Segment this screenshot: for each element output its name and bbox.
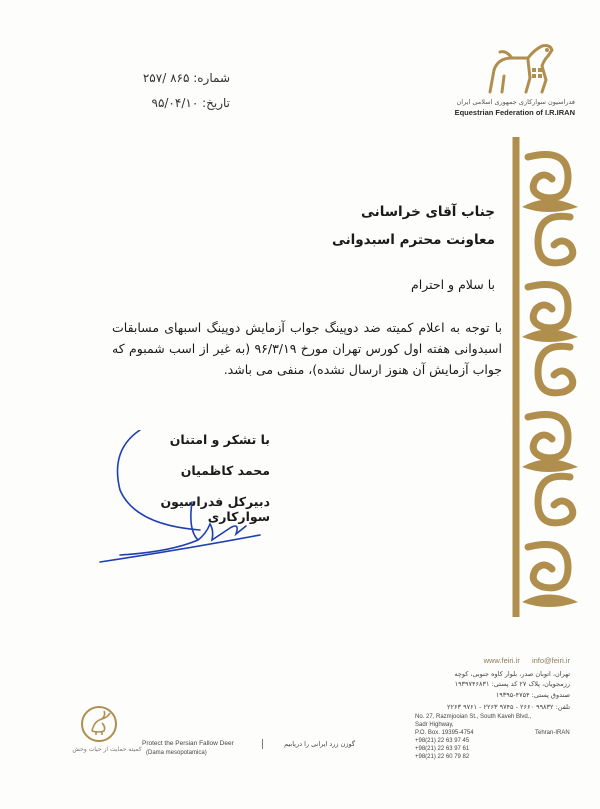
letter-number: شماره: ۸۶۵ /۲۵۷	[142, 71, 230, 85]
letter-body: با توجه به اعلام کمیته ضد دوپینگ جواب آزمایش دوپینگ اسبهای مسابقات اسبدوانی هفته اول کورس تهران مورخ ۹۶/۳/۱۹ (به غیر از اسب شمبوم که جواب آزمایش آن هنوز ارسال نشده)، منفی می باشد.	[112, 320, 503, 377]
signer-title: دبیرکل فدراسیون سوارکاری	[160, 494, 270, 524]
recipient-name: جناب آقای خراسانی	[360, 204, 495, 220]
deer-caption: کمیته حمایت از حیات وحش	[72, 746, 142, 753]
org-name-en: Equestrian Federation of I.R.IRAN	[454, 108, 575, 117]
address-fa-3: صندوق پستی: ۴۷۵۴-۱۹۳۹۵	[495, 691, 570, 699]
protect-deer-en: Protect the Persian Fallow Deer	[142, 740, 234, 747]
recipient-title: معاونت محترم اسبدوانی	[331, 232, 495, 248]
deer-emblem-icon	[80, 705, 118, 743]
signer-name: محمد کاظمیان	[180, 463, 270, 478]
address-en-1: No. 27, Razmjooian St., South Kaveh Blvd.,	[415, 714, 532, 720]
email-link[interactable]: info@feiri.ir	[531, 656, 570, 665]
footer-divider	[262, 739, 263, 749]
closing-phrase: با تشکر و امتنان	[169, 432, 270, 447]
horse-logo-icon	[472, 40, 572, 100]
phone-en-3: +98(21) 22 60 79 82	[415, 754, 470, 760]
letter-date: تاریخ: ۹۵/۰۴/۱۰	[151, 96, 230, 110]
address-en-3: P.O. Box. 19395-4754	[415, 730, 474, 736]
org-name-fa: فدراسیون سوارکاری جمهوری اسلامی ایران	[456, 98, 575, 106]
address-fa-1: تهران، اتوبان صدر، بلوار کاوه جنوبی، کوچه	[454, 670, 570, 678]
footer-contact	[440, 656, 570, 665]
phone-en-1: +98(21) 22 63 97 45	[415, 738, 470, 744]
protect-deer-species: (Dama mesopotamica)	[146, 750, 207, 756]
protect-deer-fa: گوزن زرد ایرانی را دریابیم	[284, 740, 355, 748]
website-link[interactable]: www.feiri.ir	[483, 656, 520, 665]
address-fa-2: رزمجویان، پلاک ۲۷ کد پستی: ۱۹۳۹۷۴۶۸۳۱	[454, 680, 570, 688]
address-en-city: Tehran-IRAN	[535, 730, 570, 736]
phone-fa: تلفن: ۹۹۸۳۲ ۲۶۶۰ - ۹۷۴۵ ۲۲۶۳ - ۹۷۶۱ ۲۲۶۳	[447, 703, 570, 711]
ornament-band	[508, 137, 588, 617]
address-en-2: Sadr Highway,	[415, 722, 454, 728]
phone-en-2: +98(21) 22 63 97 61	[415, 746, 470, 752]
greeting: با سلام و احترام	[411, 277, 495, 292]
